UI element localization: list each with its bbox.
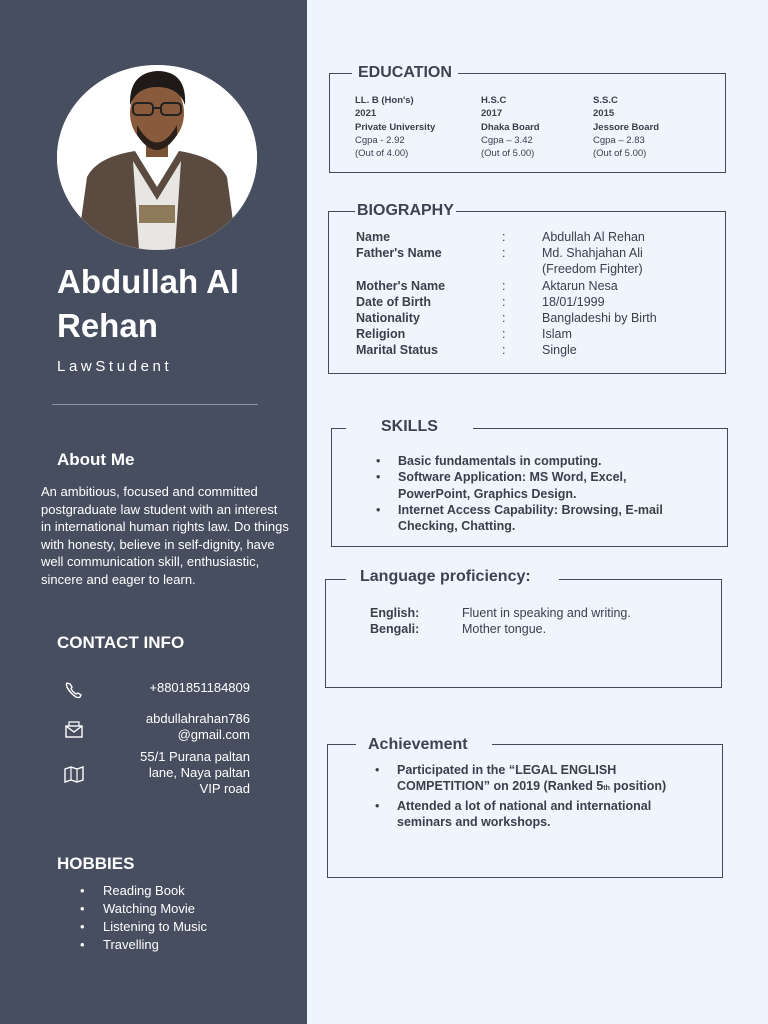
address-line-2: lane, Naya paltan [148,765,250,780]
hobbies-list [80,882,207,954]
achievement-list [373,762,666,830]
bio-colon: : [502,278,506,293]
contact-heading: CONTACT INFO [57,633,185,652]
bio-value: Single [542,343,577,358]
bio-label: Marital Status [356,343,438,358]
achievement-text: COMPETITION” on 2019 (Ranked 5 [397,779,604,794]
skill-item [374,502,663,535]
bio-colon: : [502,327,506,342]
education-heading: EDUCATION [352,64,458,82]
hobby-item: • Watching Movie [80,900,207,918]
biography-heading: BIOGRAPHY [357,202,454,219]
achievement-text: Participated in the “LEGAL ENGLISH [397,763,617,777]
gpa: Cgpa – 3.42 [481,134,533,146]
sidebar-divider [52,404,258,405]
email-line-2: @gmail.com [177,727,250,742]
language-label: English: [370,606,420,620]
skill-text: Basic fundamentals in computing. [398,454,602,468]
address-text [100,749,250,797]
about-text: An ambitious, focused and committed postgraduate law student with an interest in international human rights law. Do things with honesty, believe in self-dignity, have well communication skill, enthusiastic, sincere and eager to learn. [41,484,289,587]
language-heading: Language proficiency: [346,568,559,586]
hobby-item: • Reading Book [80,882,207,900]
bio-colon: : [502,343,506,358]
education-entry-llb [355,94,435,160]
institution: Dhaka Board [481,121,540,133]
profile-photo [57,65,257,250]
gpa-scale: (Out of 4.00) [355,148,409,160]
skill-item [374,469,663,502]
bio-colon: : [502,230,506,244]
achievement-text: Attended a lot of national and international [397,798,652,813]
institution: Jessore Board [593,121,660,133]
map-icon [62,762,86,786]
bio-value: Md. Shahjahan Ali [542,246,643,261]
bio-label: Religion [356,327,406,342]
phone-number[interactable]: +8801851184809 [149,680,250,695]
bio-value: Islam [542,327,572,342]
achievement-item [373,798,666,831]
bio-label: Mother's Name [356,278,446,293]
contact-address [62,748,262,798]
address-line-1: 55/1 Purana paltan [140,749,250,764]
email-line-1: abdullahrahan786 [145,711,250,726]
bio-value-continued: (Freedom Fighter) [542,262,643,277]
language-label: Bengali: [370,622,420,637]
skill-item [374,453,663,469]
achievement-text: seminars and workshops. [397,814,551,829]
skill-text: Software Application: MS Word, Excel, [398,470,627,485]
profile-title: LawStudent [57,358,173,375]
gpa: Cgpa - 2.92 [355,134,405,146]
hobby-item: • Travelling [80,936,207,954]
bio-colon: : [502,294,506,309]
address-line-3: VIP road [199,781,250,796]
education-entry-ssc [593,94,659,160]
year: 2017 [481,108,503,120]
year: 2021 [355,108,377,120]
achievement-text: position) [609,779,667,794]
education-entry-hsc [481,94,540,160]
skills-list [374,453,663,534]
email-address[interactable] [100,711,250,743]
gpa: Cgpa – 2.83 [593,134,645,146]
ordinal-suffix: th [603,785,610,793]
year: 2015 [593,108,615,120]
bio-label: Date of Birth [356,294,431,309]
sidebar [0,0,307,1024]
hobbies-heading: HOBBIES [57,854,135,873]
degree: LL. B (Hon's) [355,95,414,106]
bio-value: Aktarun Nesa [542,278,618,293]
skill-text: PowerPoint, Graphics Design. [398,486,577,501]
gpa-scale: (Out of 5.00) [481,148,535,160]
skill-text: Checking, Chatting. [398,519,516,534]
phone-icon [62,678,86,702]
bio-label: Nationality [356,310,420,325]
bio-value: Bangladeshi by Birth [542,310,657,325]
bio-label: Father's Name [356,246,442,261]
profile-name: Abdullah Al Rehan [57,263,240,344]
person-portrait-icon [57,65,257,250]
bio-colon: : [502,310,506,325]
institution: Private University [355,121,436,133]
hobby-item: • Listening to Music [80,918,207,936]
bio-colon: : [502,246,506,261]
language-value: Mother tongue. [462,622,547,637]
email-icon [62,718,86,742]
achievement-heading: Achievement [356,736,492,754]
bio-label: Name [356,230,391,244]
skill-text: Internet Access Capability: Browsing, E-mail [398,502,663,517]
bio-value: Abdullah Al Rehan [542,230,645,244]
contact-phone [62,678,262,702]
contact-email [62,710,262,744]
degree: S.S.C [593,95,618,106]
bio-value: 18/01/1999 [542,294,605,309]
language-value: Fluent in speaking and writing. [462,606,631,620]
about-heading: About Me [57,450,135,469]
skills-heading: SKILLS [346,418,473,436]
gpa-scale: (Out of 5.00) [593,148,647,160]
degree: H.S.C [481,95,507,106]
achievement-item [373,762,666,798]
